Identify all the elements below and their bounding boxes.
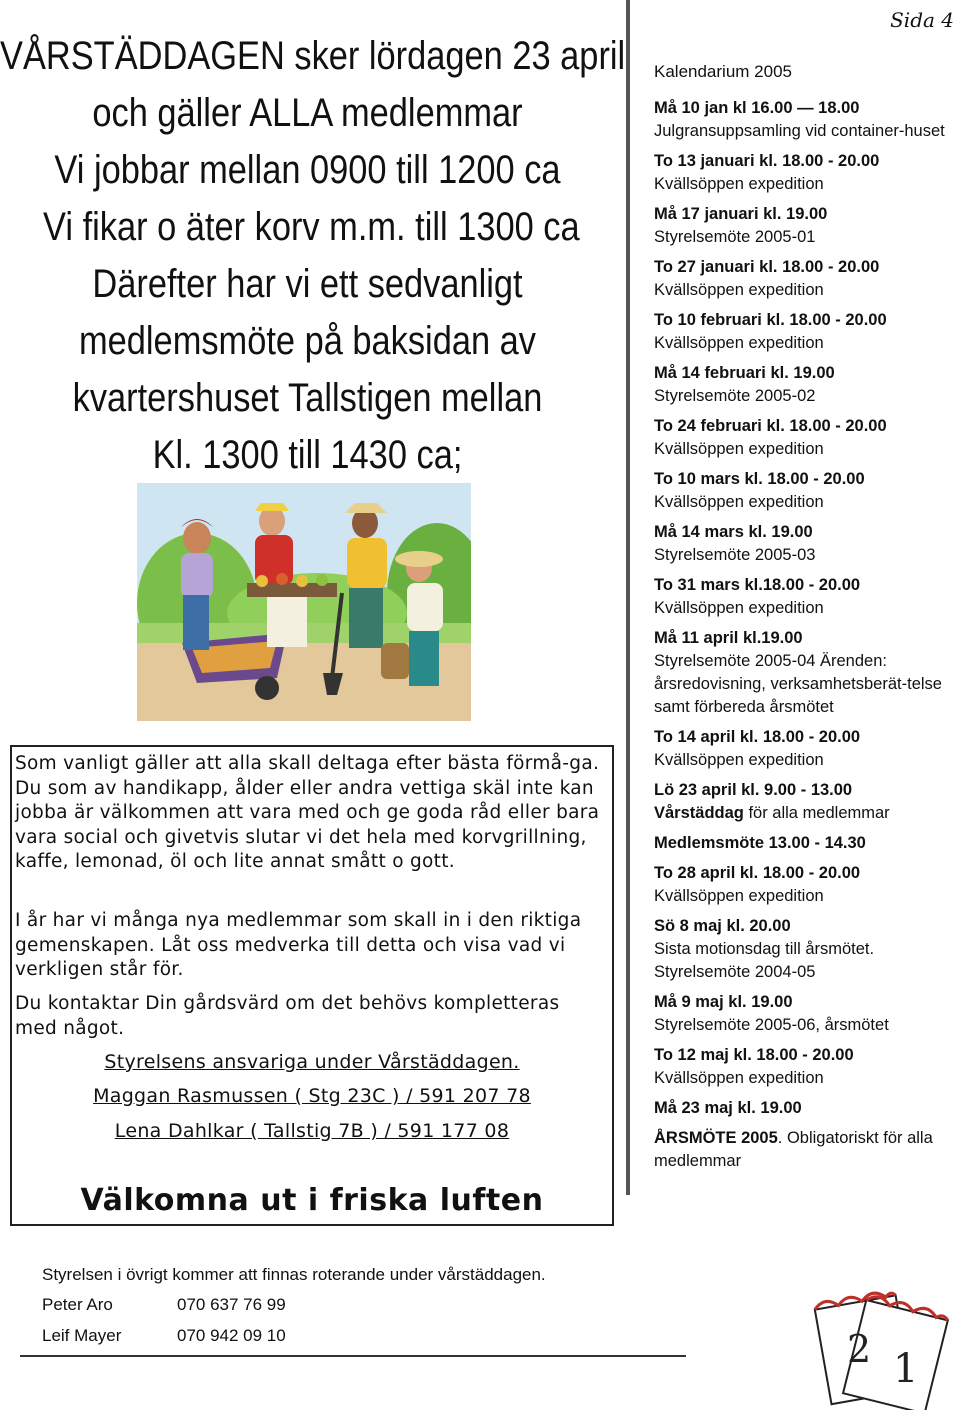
calendar-date: Sö 8 maj kl. 20.00	[654, 917, 791, 935]
person-phone: 070 637 76 99	[177, 1295, 286, 1314]
calendar-date: To 31 mars kl.18.00 - 20.00	[654, 576, 861, 594]
person-phone: 070 942 09 10	[177, 1326, 286, 1345]
headline-line: Vi fikar o äter korv m.m. till 1300 ca	[43, 205, 580, 249]
calendar-item	[654, 309, 954, 355]
calendar-desc-rest: . Obligatoriskt för alla medlemmar	[654, 1129, 933, 1170]
calendar-item	[654, 97, 954, 143]
calendar-desc-bold: Vårstäddag	[654, 804, 744, 822]
calendar-desc: Kvällsöppen expedition	[654, 334, 824, 352]
calendar-date: To 10 mars kl. 18.00 - 20.00	[654, 470, 865, 488]
calendar-date: To 10 februari kl. 18.00 - 20.00	[654, 311, 887, 329]
calendar-desc: Styrelsemöte 2005-03	[654, 546, 816, 564]
calendar-desc: Kvällsöppen expedition	[654, 599, 824, 617]
calendar-item	[654, 915, 954, 984]
calendar-item	[654, 627, 954, 719]
calendar-item	[654, 832, 954, 855]
headline	[0, 28, 626, 484]
calendar-item	[654, 779, 954, 825]
calendar-desc: Kvällsöppen expedition	[654, 887, 824, 905]
person-name: Peter Aro	[42, 1295, 113, 1314]
gardening-illustration	[137, 483, 471, 721]
calendar-item	[654, 991, 954, 1037]
bottom-rule	[20, 1355, 686, 1357]
calendar-item	[654, 362, 954, 408]
calendar-date: To 13 januari kl. 18.00 - 20.00	[654, 152, 880, 170]
calendar-item	[654, 1097, 954, 1120]
contact-paragraph: Du kontaktar Din gårdsvärd om det behövs kompletteras med något.	[15, 993, 560, 1039]
headline-line: Kl. 1300 till 1430 ca;	[152, 433, 463, 477]
calendar-item	[654, 415, 954, 461]
calendar-desc	[654, 802, 954, 825]
calendar-desc: Styrelsemöte 2005-06, årsmötet	[654, 1016, 889, 1034]
calendar-desc: Styrelsemöte 2005-01	[654, 228, 816, 246]
calendar-desc: Sista motionsdag till årsmötet. Styrelsemöte 2004-05	[654, 940, 875, 981]
calendar-date: Må 17 januari kl. 19.00	[654, 205, 828, 223]
calendar-date: To 24 februari kl. 18.00 - 20.00	[654, 417, 887, 435]
calendar-date: To 12 maj kl. 18.00 - 20.00	[654, 1046, 854, 1064]
calendar-item	[654, 150, 954, 196]
calendar-desc: Kvällsöppen expedition	[654, 493, 824, 511]
calendar-desc: Julgransuppsamling vid container-huset	[654, 122, 945, 140]
calendar-date: To 27 januari kl. 18.00 - 20.00	[654, 258, 880, 276]
calendar-desc: Kvällsöppen expedition	[654, 175, 824, 193]
footer-note: Styrelsen i övrigt kommer att finnas roterande under vårstäddagen.	[42, 1265, 546, 1284]
headline-line: VÅRSTÄDDAGEN sker lördagen 23 april	[0, 34, 626, 78]
calendar-date: Må 9 maj kl. 19.00	[654, 993, 793, 1011]
headline-line: och gäller ALLA medlemmar	[92, 91, 523, 135]
person-name: Leif Mayer	[42, 1326, 122, 1345]
calendar-date: Må 14 februari kl. 19.00	[654, 364, 835, 382]
calendar-page-number: 2	[847, 1327, 872, 1371]
calendar-date: Medlemsmöte 13.00 - 14.30	[654, 834, 866, 852]
headline-line: Därefter har vi ett sedvanligt	[92, 262, 523, 306]
calendar	[654, 60, 954, 1180]
calendar-desc: Kvällsöppen expedition	[654, 751, 824, 769]
calendar-page-number: 1	[893, 1346, 919, 1392]
calendar-date: Må 14 mars kl. 19.00	[654, 523, 813, 541]
headline-line: medlemsmöte på baksidan av	[78, 319, 536, 363]
new-members-paragraph: I år har vi många nya medlemmar som skall in i den riktiga gemenskapen. Låt oss medverka till detta och visa vad vi verkligen står för.	[15, 910, 582, 980]
calendar-date: To 28 april kl. 18.00 - 20.00	[654, 864, 861, 882]
calendar-item	[654, 1127, 954, 1173]
calendar-item	[654, 862, 954, 908]
calendar-desc: Styrelsemöte 2005-04 Ärenden: årsredovisning, verksamhetsberät-telse samt förbereda årsmötet	[654, 652, 942, 716]
calendar-desc	[654, 1127, 954, 1173]
responsible-title: Styrelsens ansvariga under Vårstäddagen.	[104, 1051, 520, 1073]
headline-line: kvartershuset Tallstigen mellan	[72, 376, 543, 420]
calendar-item	[654, 726, 954, 772]
calendar-desc-rest: för alla medlemmar	[743, 804, 890, 822]
contact-line: Maggan Rasmussen ( Stg 23C ) / 591 207 78	[93, 1085, 531, 1107]
page-number: Sida 4	[890, 8, 954, 32]
calendar-date: Lö 23 april kl. 9.00 - 13.00	[654, 781, 853, 799]
calendar-desc: Kvällsöppen expedition	[654, 281, 824, 299]
calendar-pages-icon	[793, 1270, 953, 1410]
calendar-item	[654, 1044, 954, 1090]
calendar-date: Må 10 jan kl 16.00 — 18.00	[654, 99, 860, 117]
calendar-item	[654, 521, 954, 567]
calendar-desc: Kvällsöppen expedition	[654, 1069, 824, 1087]
calendar-item	[654, 203, 954, 249]
calendar-item	[654, 468, 954, 514]
welcome-heading: Välkomna ut i friska luften	[80, 1183, 544, 1218]
calendar-item	[654, 574, 954, 620]
calendar-date: Må 11 april kl.19.00	[654, 629, 803, 647]
headline-line: Vi jobbar mellan 0900 till 1200 ca	[54, 148, 561, 192]
contact-line: Lena Dahlkar ( Tallstig 7B ) / 591 177 08	[114, 1120, 510, 1142]
intro-paragraph: Som vanligt gäller att alla skall deltaga efter bästa förmå-ga. Du som av handikapp, ålder eller andra vettiga skäl inte kan jobba är välkommen att vara med och ge goda råd eller bara vara social och givetvis slutar vi det hela med korvgrillning, kaffe, lemonad, öl och lite annat smått o gott.	[15, 753, 600, 872]
column-divider	[626, 0, 630, 1195]
calendar-desc: Styrelsemöte 2005-02	[654, 387, 816, 405]
calendar-desc: Kvällsöppen expedition	[654, 440, 824, 458]
calendar-date: To 14 april kl. 18.00 - 20.00	[654, 728, 861, 746]
calendar-date: Må 23 maj kl. 19.00	[654, 1099, 802, 1117]
calendar-desc-bold: ÅRSMÖTE 2005	[654, 1129, 778, 1147]
calendar-item	[654, 256, 954, 302]
calendar-title: Kalendarium 2005	[654, 62, 792, 81]
